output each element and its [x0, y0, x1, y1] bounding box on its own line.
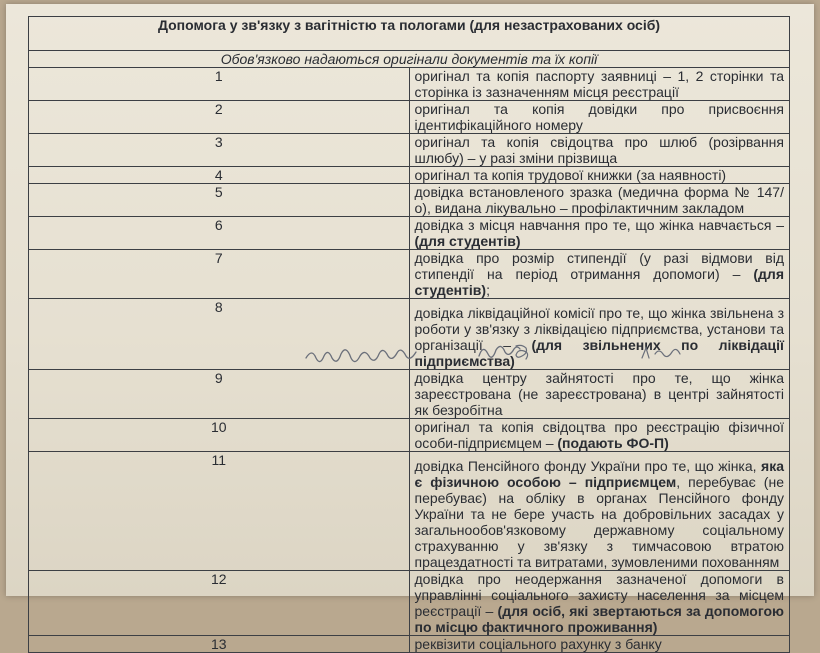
- row-text: оригінал та копія паспорту заявниці – 1, 2 сторінки та сторінка із зазначенням місця реєстрації: [409, 68, 790, 101]
- table-row: [29, 167, 790, 184]
- table-row: [29, 217, 790, 250]
- table-row: [29, 571, 790, 636]
- table-subtitle: Обов'язково надаються оригінали документів та їх копії: [29, 51, 790, 68]
- row-text: оригінал та копія свідоцтва про реєстрацію фізичної особи-підприємцем – (подають ФО-П): [409, 419, 790, 452]
- row-number: 1: [29, 68, 410, 101]
- row-text: довідка встановленого зразка (медична форма № 147/о), видана лікувально – профілактичним закладом: [409, 184, 790, 217]
- table-row: [29, 452, 790, 571]
- row-number: 10: [29, 419, 410, 452]
- row-text: оригінал та копія довідки про присвоєння ідентифікаційного номеру: [409, 101, 790, 134]
- row-number: 2: [29, 101, 410, 134]
- requirements-table: [28, 16, 790, 653]
- row-text: довідка центру зайнятості про те, що жінка зареєстрована (не зареєстрована) в центрі зайнятості як безробітна: [409, 370, 790, 419]
- row-number: 7: [29, 250, 410, 299]
- table-row: [29, 68, 790, 101]
- table-row: [29, 299, 790, 370]
- row-number: 13: [29, 636, 410, 653]
- row-number: 6: [29, 217, 410, 250]
- table-row: [29, 636, 790, 653]
- table-row: [29, 134, 790, 167]
- table-title: Допомога у зв'язку з вагітністю та пологами (для незастрахованих осіб): [29, 17, 790, 51]
- row-number: 5: [29, 184, 410, 217]
- row-number: 8: [29, 299, 410, 370]
- document-sheet: [6, 4, 814, 652]
- table-row: [29, 370, 790, 419]
- table-row: [29, 419, 790, 452]
- row-text: довідка Пенсійного фонду України про те, що жінка, яка є фізичною особою – підприємцем, перебуває (не перебуває) на обліку в органах Пенсійного фонду України та не бере участь на добровільних засадах у загальнообов'язковому державному соціальному страхуванню у зв'язку з тимчасовою втратою працездатності та витратами, зумовленими похованням: [409, 452, 790, 571]
- row-number: 4: [29, 167, 410, 184]
- row-number: 11: [29, 452, 410, 571]
- row-text: оригінал та копія трудової книжки (за наявності): [409, 167, 790, 184]
- row-number: 12: [29, 571, 410, 636]
- table-subtitle-row: [29, 51, 790, 68]
- table-row: [29, 250, 790, 299]
- row-number: 9: [29, 370, 410, 419]
- table-title-row: [29, 17, 790, 51]
- row-text: довідка ліквідаційної комісії про те, що жінка звільнена з роботи у зв'язку з ліквідацією підприємства, установи та організації – (для звільнених по ліквідації підприємства): [409, 299, 790, 370]
- table-row: [29, 101, 790, 134]
- row-text: довідка з місця навчання про те, що жінка навчається – (для студентів): [409, 217, 790, 250]
- row-number: 3: [29, 134, 410, 167]
- table-row: [29, 184, 790, 217]
- row-text: довідка про неодержання зазначеної допомоги в управлінні соціального захисту населення за місцем реєстрації – (для осіб, які звертаються за допомогою по місцю фактичного проживання): [409, 571, 790, 636]
- row-text: реквізити соціального рахунку з банку: [409, 636, 790, 653]
- row-text: довідка про розмір стипендії (у разі відмови від стипендії на період отримання допомоги) – (для студентів);: [409, 250, 790, 299]
- row-text: оригінал та копія свідоцтва про шлюб (розірвання шлюбу) – у разі зміни прізвища: [409, 134, 790, 167]
